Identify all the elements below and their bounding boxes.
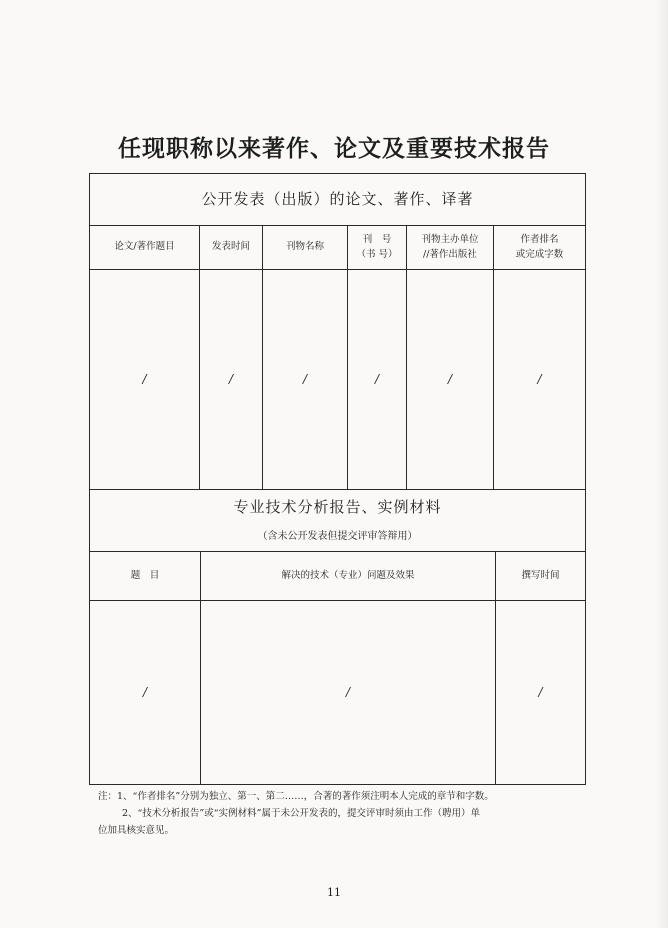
cell-issue-number-value: / <box>374 371 380 386</box>
cell-publisher-value: / <box>447 371 453 386</box>
header-author-rank: 作者排名 或完成字数 <box>515 233 564 260</box>
header-writing-time: 撰写时间 <box>521 569 560 581</box>
header-report-title: 题 目 <box>130 569 160 581</box>
header-publisher: 刊物主办单位 //著作出版社 <box>421 233 479 260</box>
header-publish-date: 发表时间 <box>211 241 250 253</box>
cell-report-title-value: / <box>142 685 148 700</box>
page-number: 11 <box>327 886 341 899</box>
cell-writing-time-value: / <box>538 685 543 700</box>
reports-section-subtitle: （含未公开发表但提交评审答辩用） <box>257 531 418 543</box>
cell-journal-name-value: / <box>302 371 308 386</box>
divider <box>89 489 586 490</box>
note-line-3: 位加具核实意见。 <box>98 825 175 836</box>
page-title: 任现职称以来著作、论文及重要技术报告 <box>118 135 550 162</box>
note-line-1: 注：1、“作者排名”分别为独立、第一、第二……，合著的著作须注明本人完成的章节和字数。 <box>98 791 494 802</box>
header-paper-title: 论文/著作题目 <box>114 241 175 253</box>
header-journal-name: 刊物名称 <box>285 241 324 253</box>
cell-author-rank-value: / <box>537 371 542 386</box>
published-section-title: 公开发表（出版）的论文、著作、译著 <box>201 189 474 208</box>
cell-problem-effect-value: / <box>345 685 351 700</box>
note-line-2: 2、“技术分析报告”或“实例材料”属于未公开发表的，提交评审时须由工作（聘用）单 <box>122 808 480 819</box>
header-problem-effect: 解决的技术（专业）问题及效果 <box>281 569 415 581</box>
reports-section-title: 专业技术分析报告、实例材料 <box>233 498 442 517</box>
cell-paper-title-value: / <box>142 371 147 386</box>
header-issue-number: 刊 号 （书 号） <box>356 233 398 260</box>
cell-publish-date-value: / <box>228 371 234 386</box>
